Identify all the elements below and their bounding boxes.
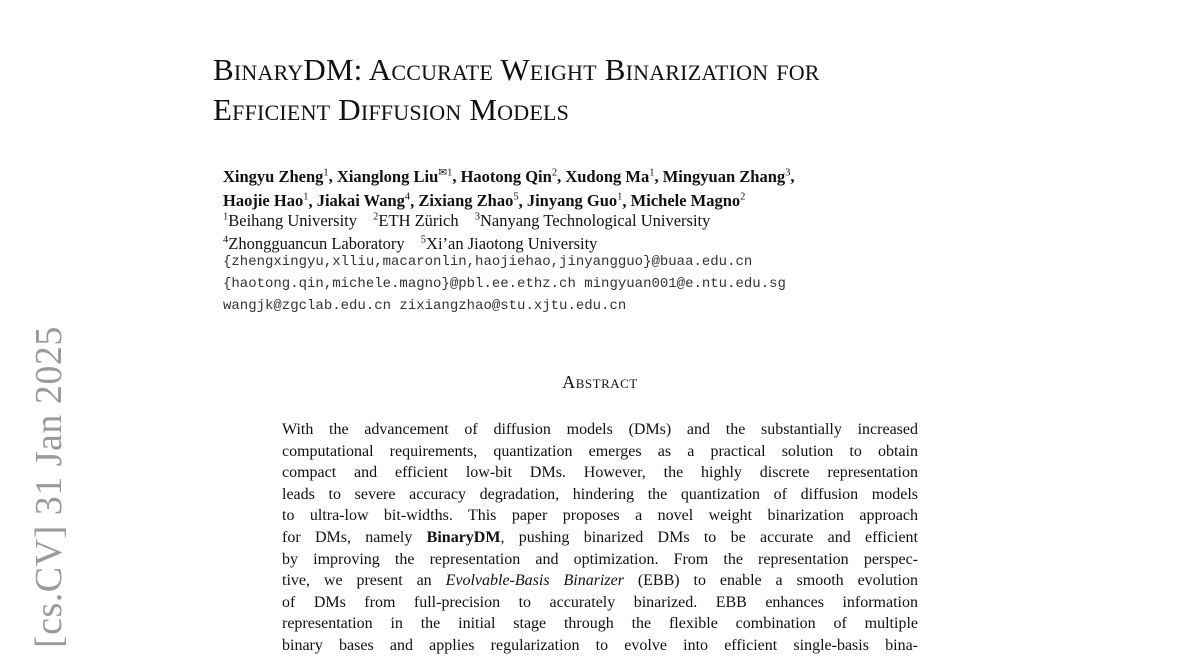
author-name: Xianglong Liu$^{✉1}$ xyxy=(336,166,453,186)
author-name: Haojie Hao$^1$ xyxy=(223,191,309,210)
abstract-line: compact and efficient low-bit DMs. However, the highly discrete representation xyxy=(282,464,918,482)
abstract-line: for DMs, namely BinaryDM, pushing binarized DMs to be accurate and efficient xyxy=(282,528,919,546)
paper-title xyxy=(213,50,1113,130)
author-name: Michele Magno$^2$ xyxy=(630,191,746,210)
paper-title-line-2: Efficient Diffusion Models xyxy=(213,92,570,127)
abstract-line: tive, we present an Evolvable-Basis Binarizer (EBB) to enable a smooth evolution xyxy=(282,572,919,590)
author-name: Jinyang Guo$^1$ xyxy=(526,191,623,210)
affiliation: $^4$Zhongguancun Laboratory xyxy=(223,233,405,253)
author-name: Xudong Ma$^1$ xyxy=(565,166,655,186)
author-name: Zixiang Zhao$^5$ xyxy=(418,191,519,210)
arxiv-identifier-stamp: [cs.CV] 31 Jan 2025 xyxy=(28,326,70,648)
abstract-heading: Abstract xyxy=(562,372,638,392)
abstract-line: leads to severe accuracy degradation, hindering the quantization of diffusion models xyxy=(282,485,918,503)
author-name: Jiakai Wang$^4$ xyxy=(316,191,411,210)
author-line-2: Haojie Hao$^1$, Jiakai Wang$^4$, Zixiang Zhao$^5$, Jinyang Guo$^1$, Michele Magno$^2$ xyxy=(223,191,746,210)
author-name: Xingyu Zheng$^1$ xyxy=(223,166,329,186)
email-line-3: wangjk@zgclab.edu.cn zixiangzhao@stu.xjtu.edu.cn xyxy=(223,298,627,314)
abstract-line: of DMs from full-precision to accurately binarized. EBB enhances information xyxy=(282,593,918,611)
author-list xyxy=(223,162,983,211)
affiliation: $^3$Nanyang Technological University xyxy=(474,210,711,230)
abstract-line: computational requirements, quantization emerges as a practical solution to obtain xyxy=(282,442,918,460)
email-line-2: {haotong.qin,michele.magno}@pbl.ee.ethz.ch mingyuan001@e.ntu.edu.sg xyxy=(223,276,786,292)
abstract-line: With the advancement of diffusion models (DMs) and the substantially increased xyxy=(282,421,918,438)
abstract-line: to ultra-low bit-widths. This paper proposes a novel weight binarization approach xyxy=(282,507,918,525)
affiliation: $^2$ETH Zürich xyxy=(373,210,459,230)
abstract-text xyxy=(282,419,918,657)
author-name: Haotong Qin$^2$ xyxy=(460,166,558,186)
abstract-line: representation in the initial stage through the flexible combination of multiple xyxy=(282,615,918,633)
abstract-line: binary bases and applies regularization to evolve into efficient single-basis bina- xyxy=(282,636,918,654)
affiliation: $^1$Beihang University xyxy=(223,210,358,230)
author-line-1: Xingyu Zheng$^1$, Xianglong Liu$^{✉1}$, Haotong Qin$^2$, Xudong Ma$^1$, Mingyuan Zhang$^3$, xyxy=(223,166,795,186)
email-line-1: {zhengxingyu,xlliu,macaronlin,haojiehao,jinyangguo}@buaa.edu.cn xyxy=(223,254,753,270)
author-name: Mingyuan Zhang$^3$ xyxy=(662,166,791,186)
paper-title-line-1: BinaryDM: Accurate Weight Binarization for xyxy=(213,52,820,87)
abstract-line: by improving the representation and optimization. From the representation perspec- xyxy=(282,550,918,568)
affiliation: $^5$Xi’an Jiaotong University xyxy=(420,233,598,253)
